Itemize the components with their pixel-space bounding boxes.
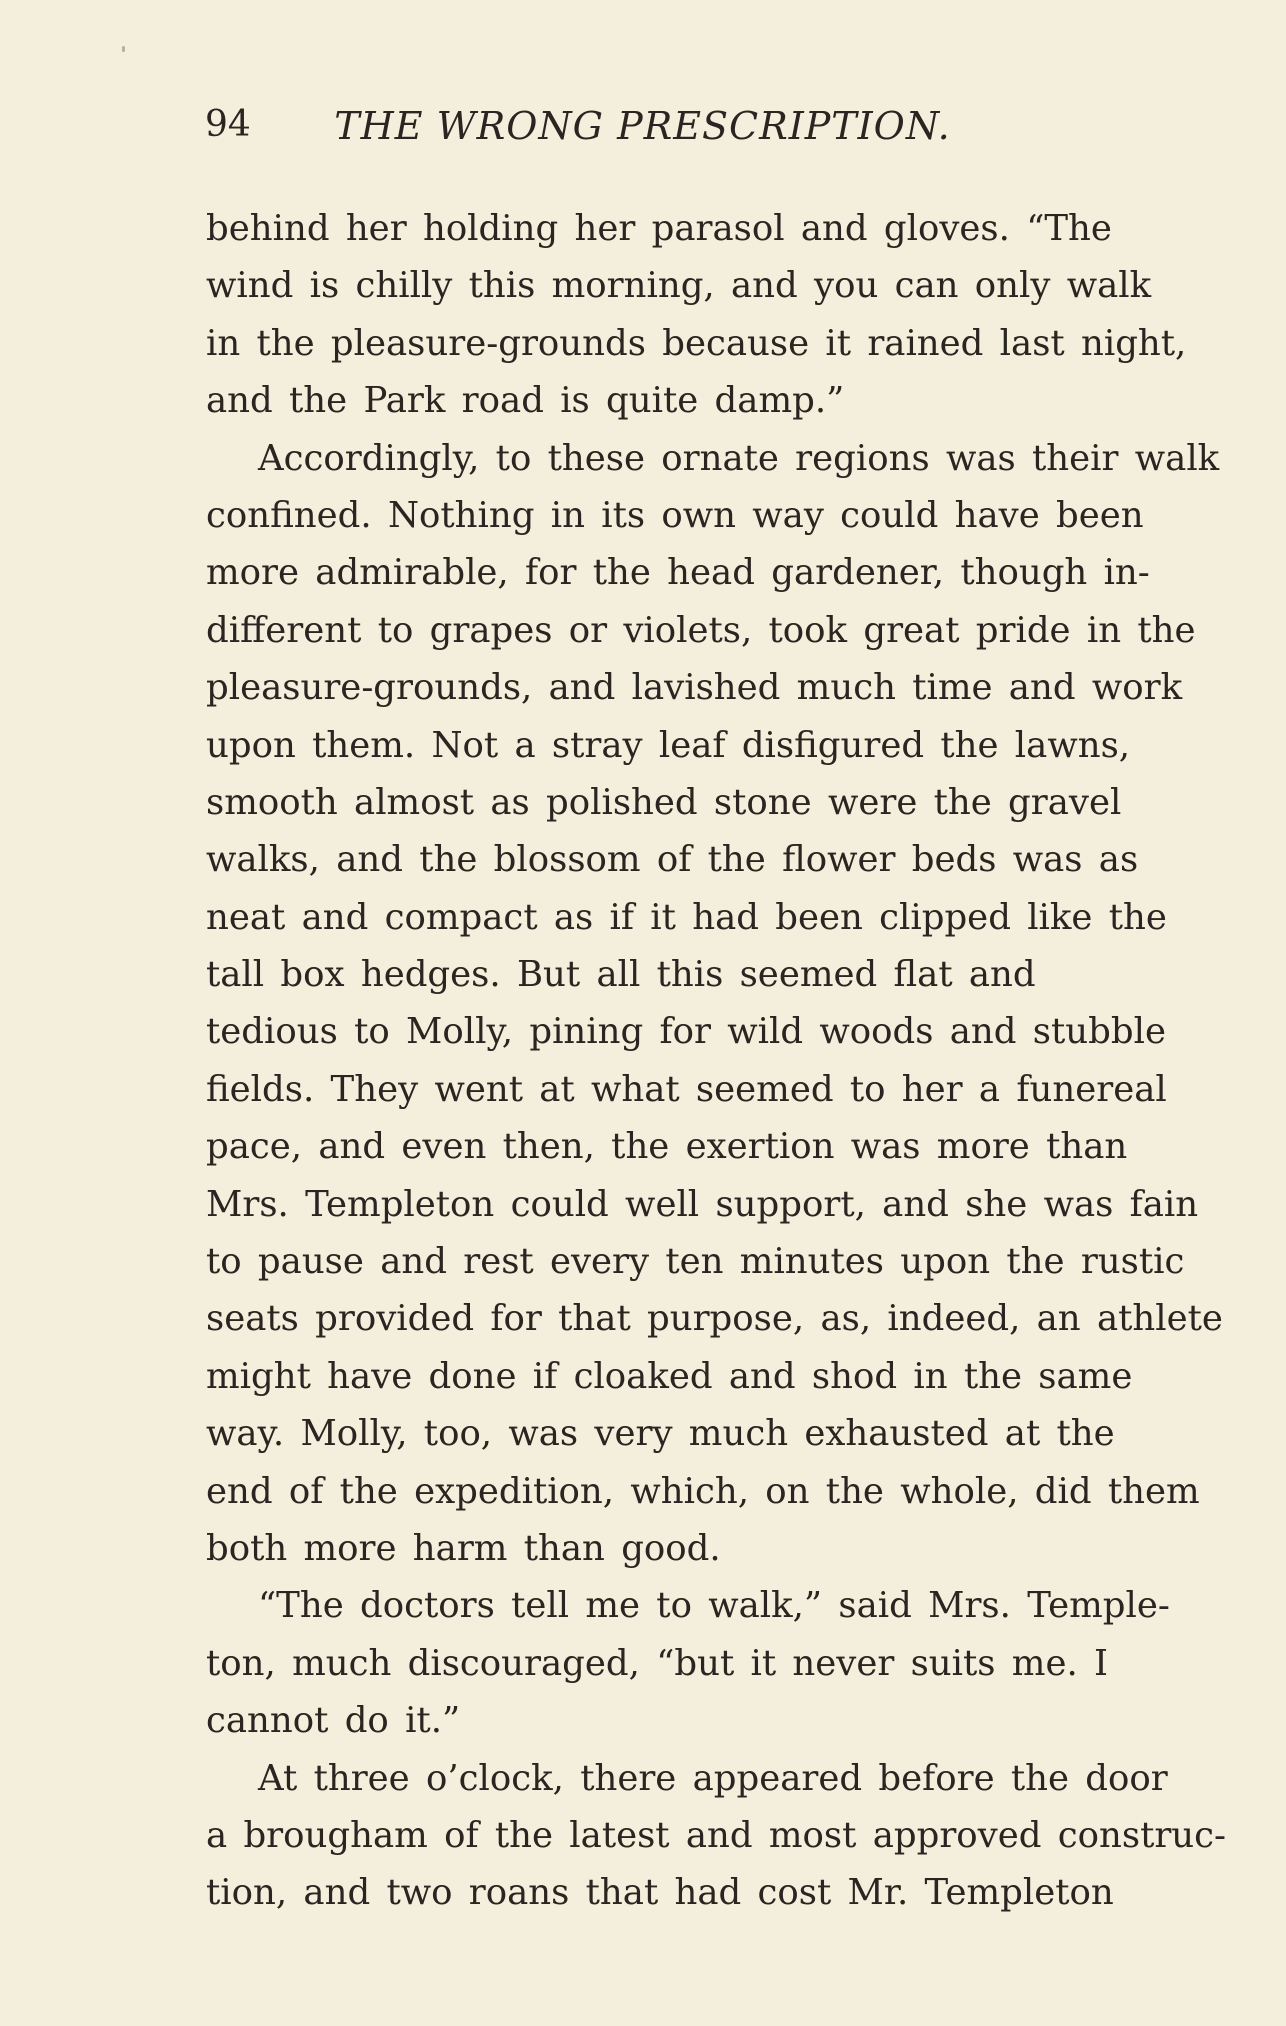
text-line: more admirable, for the head gardener, though in- <box>206 552 1150 594</box>
text-line: smooth almost as polished stone were the gravel <box>206 781 1122 823</box>
text-line: upon them. Not a stray leaf disfigured the lawns, <box>206 724 1131 766</box>
text-line: “The doctors tell me to walk,” said Mrs. Temple- <box>258 1585 1170 1627</box>
text-line: to pause and rest every ten minutes upon the rustic <box>206 1241 1185 1283</box>
text-line: wind is chilly this morning, and you can only walk <box>206 265 1152 307</box>
text-line: ton, much discouraged, “but it never suits me. I <box>206 1642 1109 1684</box>
text-line: both more harm than good. <box>206 1527 721 1569</box>
text-line: might have done if cloaked and shod in the same <box>206 1355 1133 1397</box>
text-line: pleasure-grounds, and lavished much time and work <box>206 667 1183 709</box>
text-line: in the pleasure-grounds because it rained last night, <box>206 322 1187 364</box>
text-line: tedious to Molly, pining for wild woods and stubble <box>206 1011 1166 1053</box>
text-line: different to grapes or violets, took great pride in the <box>206 609 1196 651</box>
text-line: walks, and the blossom of the flower beds was as <box>206 839 1139 881</box>
text-line: Mrs. Templeton could well support, and she was fain <box>206 1183 1199 1225</box>
text-line: confined. Nothing in its own way could have been <box>206 494 1144 536</box>
stray-ink-mark <box>122 46 125 52</box>
text-line: tion, and two roans that had cost Mr. Templeton <box>206 1872 1114 1914</box>
page-number: 94 <box>205 104 251 145</box>
body-text <box>206 200 1227 1922</box>
text-line: end of the expedition, which, on the whole, did them <box>206 1470 1200 1512</box>
page-header <box>205 104 1080 154</box>
text-line: pace, and even then, the exertion was more than <box>206 1126 1128 1168</box>
text-line: neat and compact as if it had been clipped like the <box>206 896 1167 938</box>
text-line: fields. They went at what seemed to her a funereal <box>206 1068 1167 1110</box>
text-line: way. Molly, too, was very much exhausted at the <box>206 1413 1115 1455</box>
text-line: a brougham of the latest and most approved construc- <box>206 1814 1227 1856</box>
text-line: seats provided for that purpose, as, indeed, an athlete <box>206 1298 1223 1340</box>
text-line: tall box hedges. But all this seemed flat and <box>206 954 1036 996</box>
text-line: behind her holding her parasol and gloves. “The <box>206 208 1112 249</box>
text-line: At three o’clock, there appeared before the door <box>258 1757 1168 1799</box>
text-line: cannot do it.” <box>206 1700 461 1742</box>
text-line: Accordingly, to these ornate regions was their walk <box>258 437 1220 479</box>
running-title: THE WRONG PRESCRIPTION. <box>334 104 951 148</box>
text-line: and the Park road is quite damp.” <box>206 380 845 422</box>
